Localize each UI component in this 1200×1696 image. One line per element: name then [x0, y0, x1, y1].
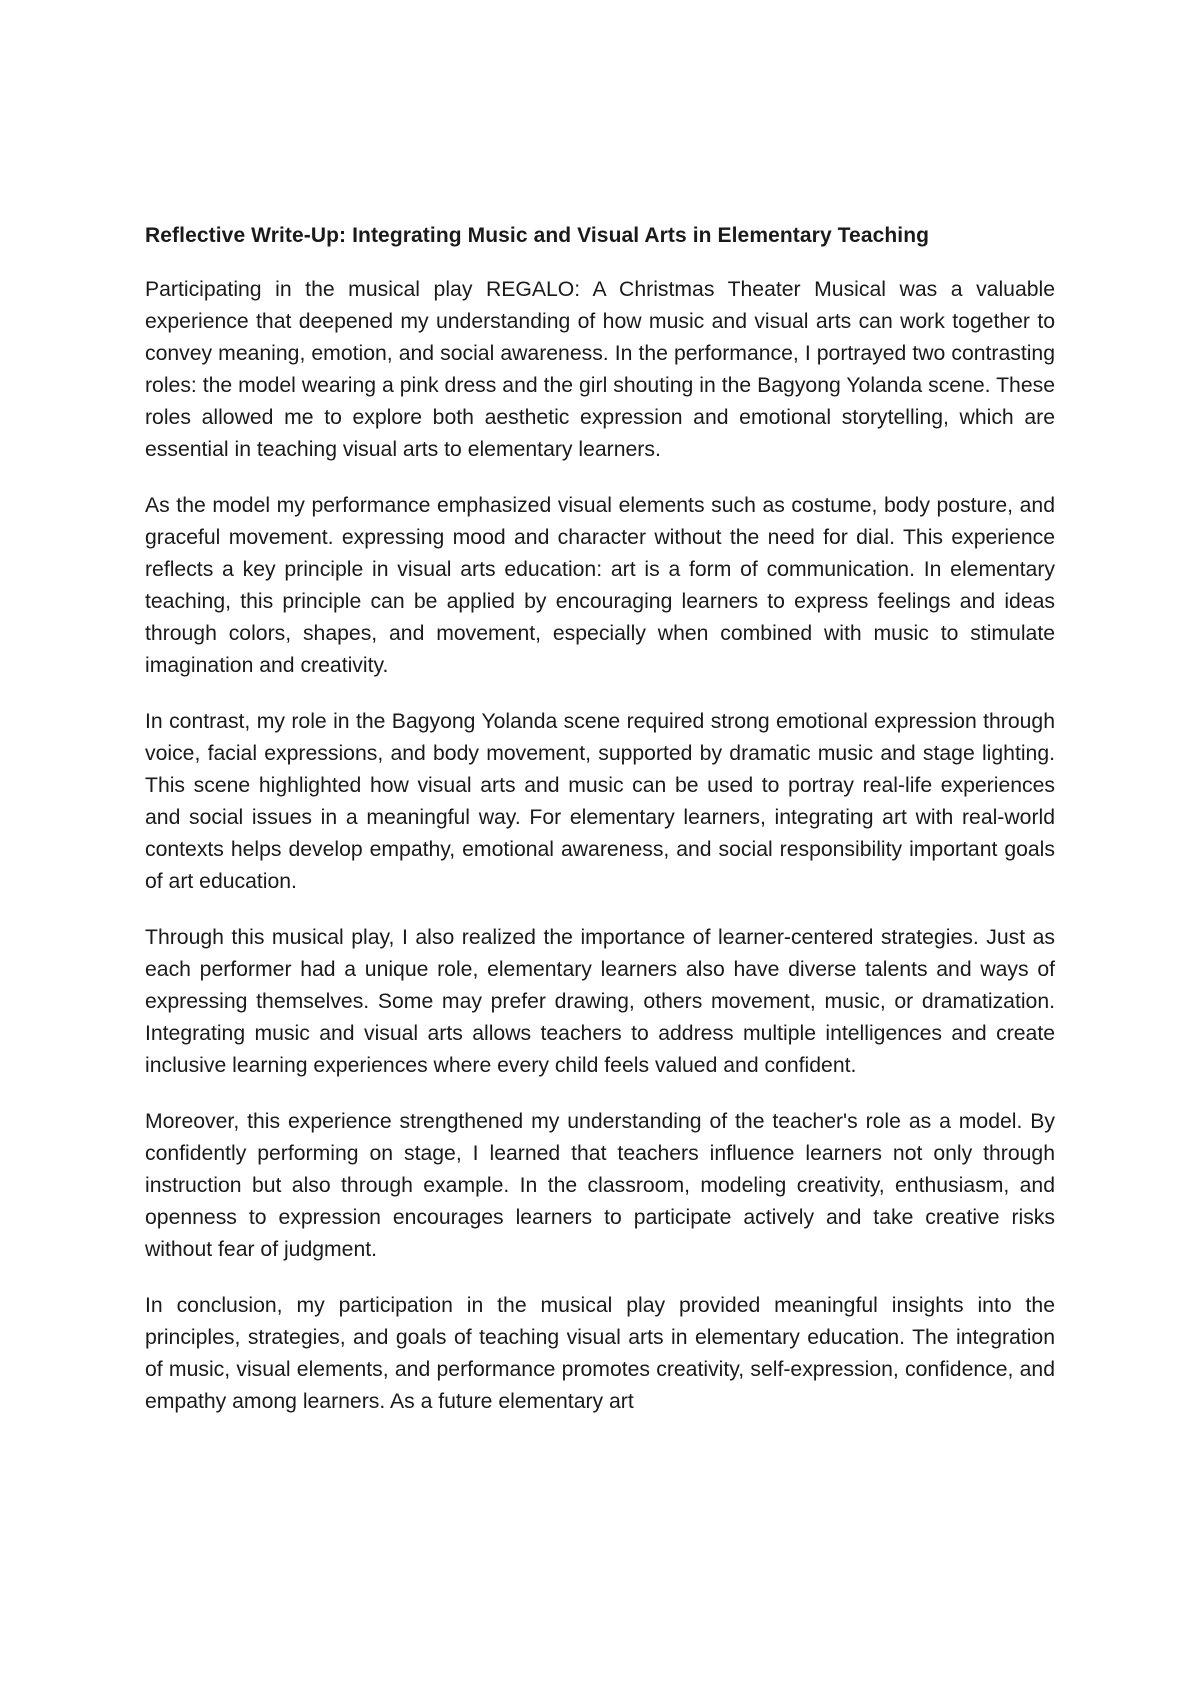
paragraph-intro: Participating in the musical play REGALO: A Christmas Theater Musical was a valuable experience that deepened my understanding of how music and visual arts can work together to convey meaning, emotion, and social awareness. In the performance, I portrayed two contrasting roles: the model wearing a pink dress and the girl shouting in the Bagyong Yolanda scene. These roles allowed me to explore both aesthetic expression and emotional storytelling, which are essential in teaching visual arts to elementary learners. [145, 278, 1055, 461]
document-body [145, 222, 1055, 1442]
paragraph-learner-centered: Through this musical play, I also realized the importance of learner-centered strategies. Just as each performer had a unique role, elementary learners also have diverse talents and ways of expressing themselves. Some may prefer drawing, others movement, music, or dramatization. Integrating music and visual arts allows teachers to address multiple intelligences and create inclusive learning experiences where every child feels valued and confident. [145, 926, 1055, 1077]
paragraph-teacher-model: Moreover, this experience strengthened my understanding of the teacher's role as a model. By confidently performing on stage, I learned that teachers influence learners not only through instruction but also through example. In the classroom, modeling creativity, enthusiasm, and openness to expression encourages learners to participate actively and take creative risks without fear of judgment. [145, 1110, 1055, 1261]
document-title: Reflective Write-Up: Integrating Music and Visual Arts in Elementary Teaching [145, 224, 930, 247]
paragraph-model-role: As the model my performance emphasized visual elements such as costume, body posture, and graceful movement. expressing mood and character without the need for dial. This experience reflects a key principle in visual arts education: art is a form of communication. In elementary teaching, this principle can be applied by encouraging learners to express feelings and ideas through colors, shapes, and movement, especially when combined with music to stimulate imagination and creativity. [145, 494, 1055, 677]
paragraph-yolanda-role: In contrast, my role in the Bagyong Yolanda scene required strong emotional expression through voice, facial expressions, and body movement, supported by dramatic music and stage lighting. This scene highlighted how visual arts and music can be used to portray real-life experiences and social issues in a meaningful way. For elementary learners, integrating art with real-world contexts helps develop empathy, emotional awareness, and social responsibility important goals of art education. [145, 710, 1055, 893]
paragraph-conclusion: In conclusion, my participation in the musical play provided meaningful insights into the principles, strategies, and goals of teaching visual arts in elementary education. The integration of music, visual elements, and performance promotes creativity, self-expression, confidence, and empathy among learners. As a future elementary art [145, 1294, 1055, 1413]
